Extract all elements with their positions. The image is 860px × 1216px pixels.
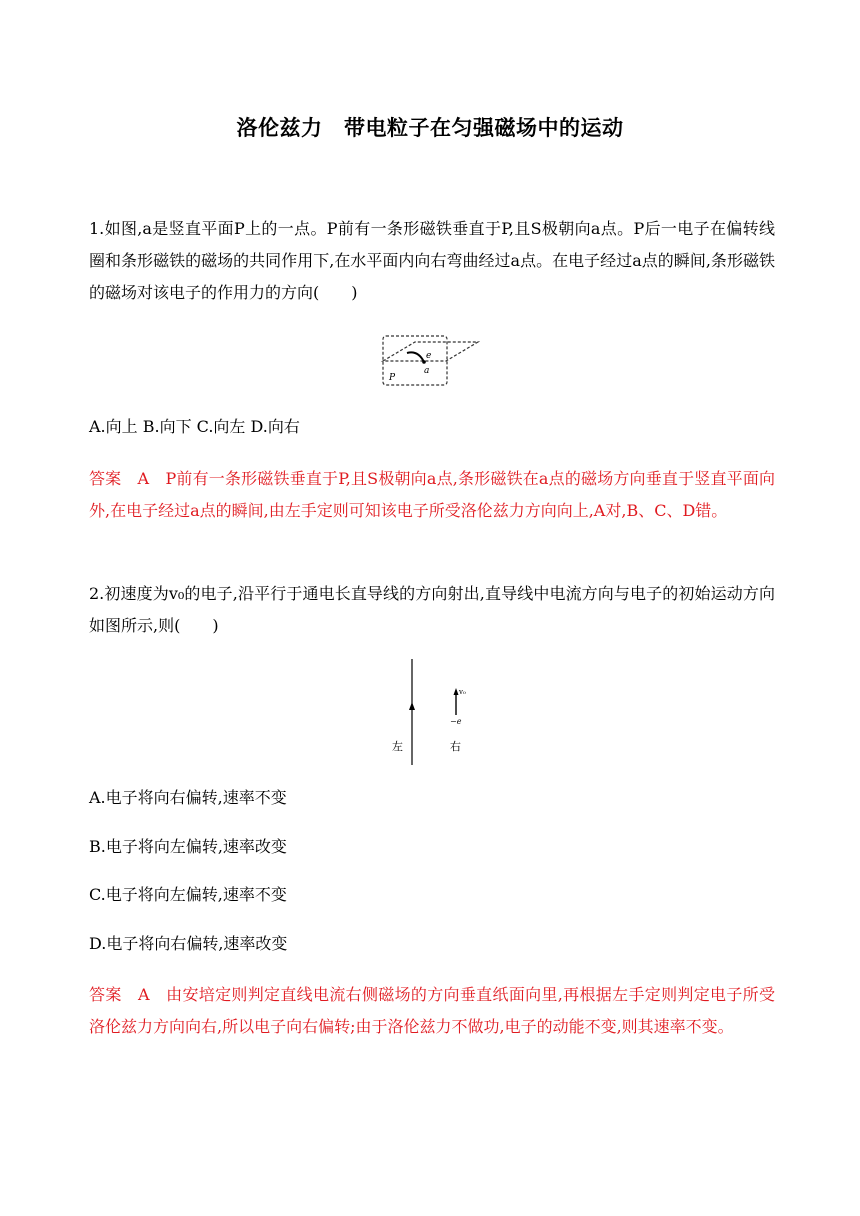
question-2-option-d: D.电子将向右偏转,速率改变 <box>89 934 288 953</box>
label-v0: v₀ <box>459 688 466 696</box>
label-e: e <box>426 351 432 361</box>
question-2-option-a: A.电子将向右偏转,速率不变 <box>89 788 287 807</box>
current-arrow-icon <box>409 702 415 710</box>
question-2-option-c: C.电子将向左偏转,速率不变 <box>89 885 287 904</box>
question-1-figure <box>380 334 480 388</box>
label-p: P <box>389 373 396 383</box>
velocity-arrowhead-icon <box>454 688 459 695</box>
wire-electron-diagram <box>388 657 472 769</box>
question-1-stem: 1.如图,a是竖直平面P上的一点。P前有一条形磁铁垂直于P,且S极朝向a点。P后一电子在偏转线圈和条形磁铁的磁场的共同作用下,在水平面内向右弯曲经过a点。在电子经过a点的瞬间,条形磁铁的磁场对该电子的作用力的方向( ) <box>89 219 775 302</box>
question-2-answer: 答案 A 由安培定则判定直线电流右侧磁场的方向垂直纸面向里,再根据左手定则判定电子所受洛伦兹力方向向右,所以电子向右偏转;由于洛伦兹力不做功,电子的动能不变,则其速率不变。 <box>89 985 775 1036</box>
label-electron: −e <box>450 717 462 726</box>
magnet-plane-diagram <box>380 334 480 388</box>
label-a: a <box>424 366 430 376</box>
label-left: 左 <box>392 740 403 753</box>
question-1-options: A.向上 B.向下 C.向左 D.向右 <box>89 417 300 436</box>
label-right: 右 <box>450 740 461 753</box>
page-title: 洛伦兹力 带电粒子在匀强磁场中的运动 <box>236 116 624 140</box>
question-2-option-b: B.电子将向左偏转,速率改变 <box>89 837 287 856</box>
question-2-figure <box>388 657 472 769</box>
question-2-stem: 2.初速度为v₀的电子,沿平行于通电长直导线的方向射出,直导线中电流方向与电子的初始运动方向如图所示,则( ) <box>89 584 775 635</box>
question-1-answer: 答案 A P前有一条形磁铁垂直于P,且S极朝向a点,条形磁铁在a点的磁场方向垂直于竖直平面向外,在电子经过a点的瞬间,由左手定则可知该电子所受洛伦兹力方向向上,A对,B、C、D错。 <box>89 469 775 520</box>
